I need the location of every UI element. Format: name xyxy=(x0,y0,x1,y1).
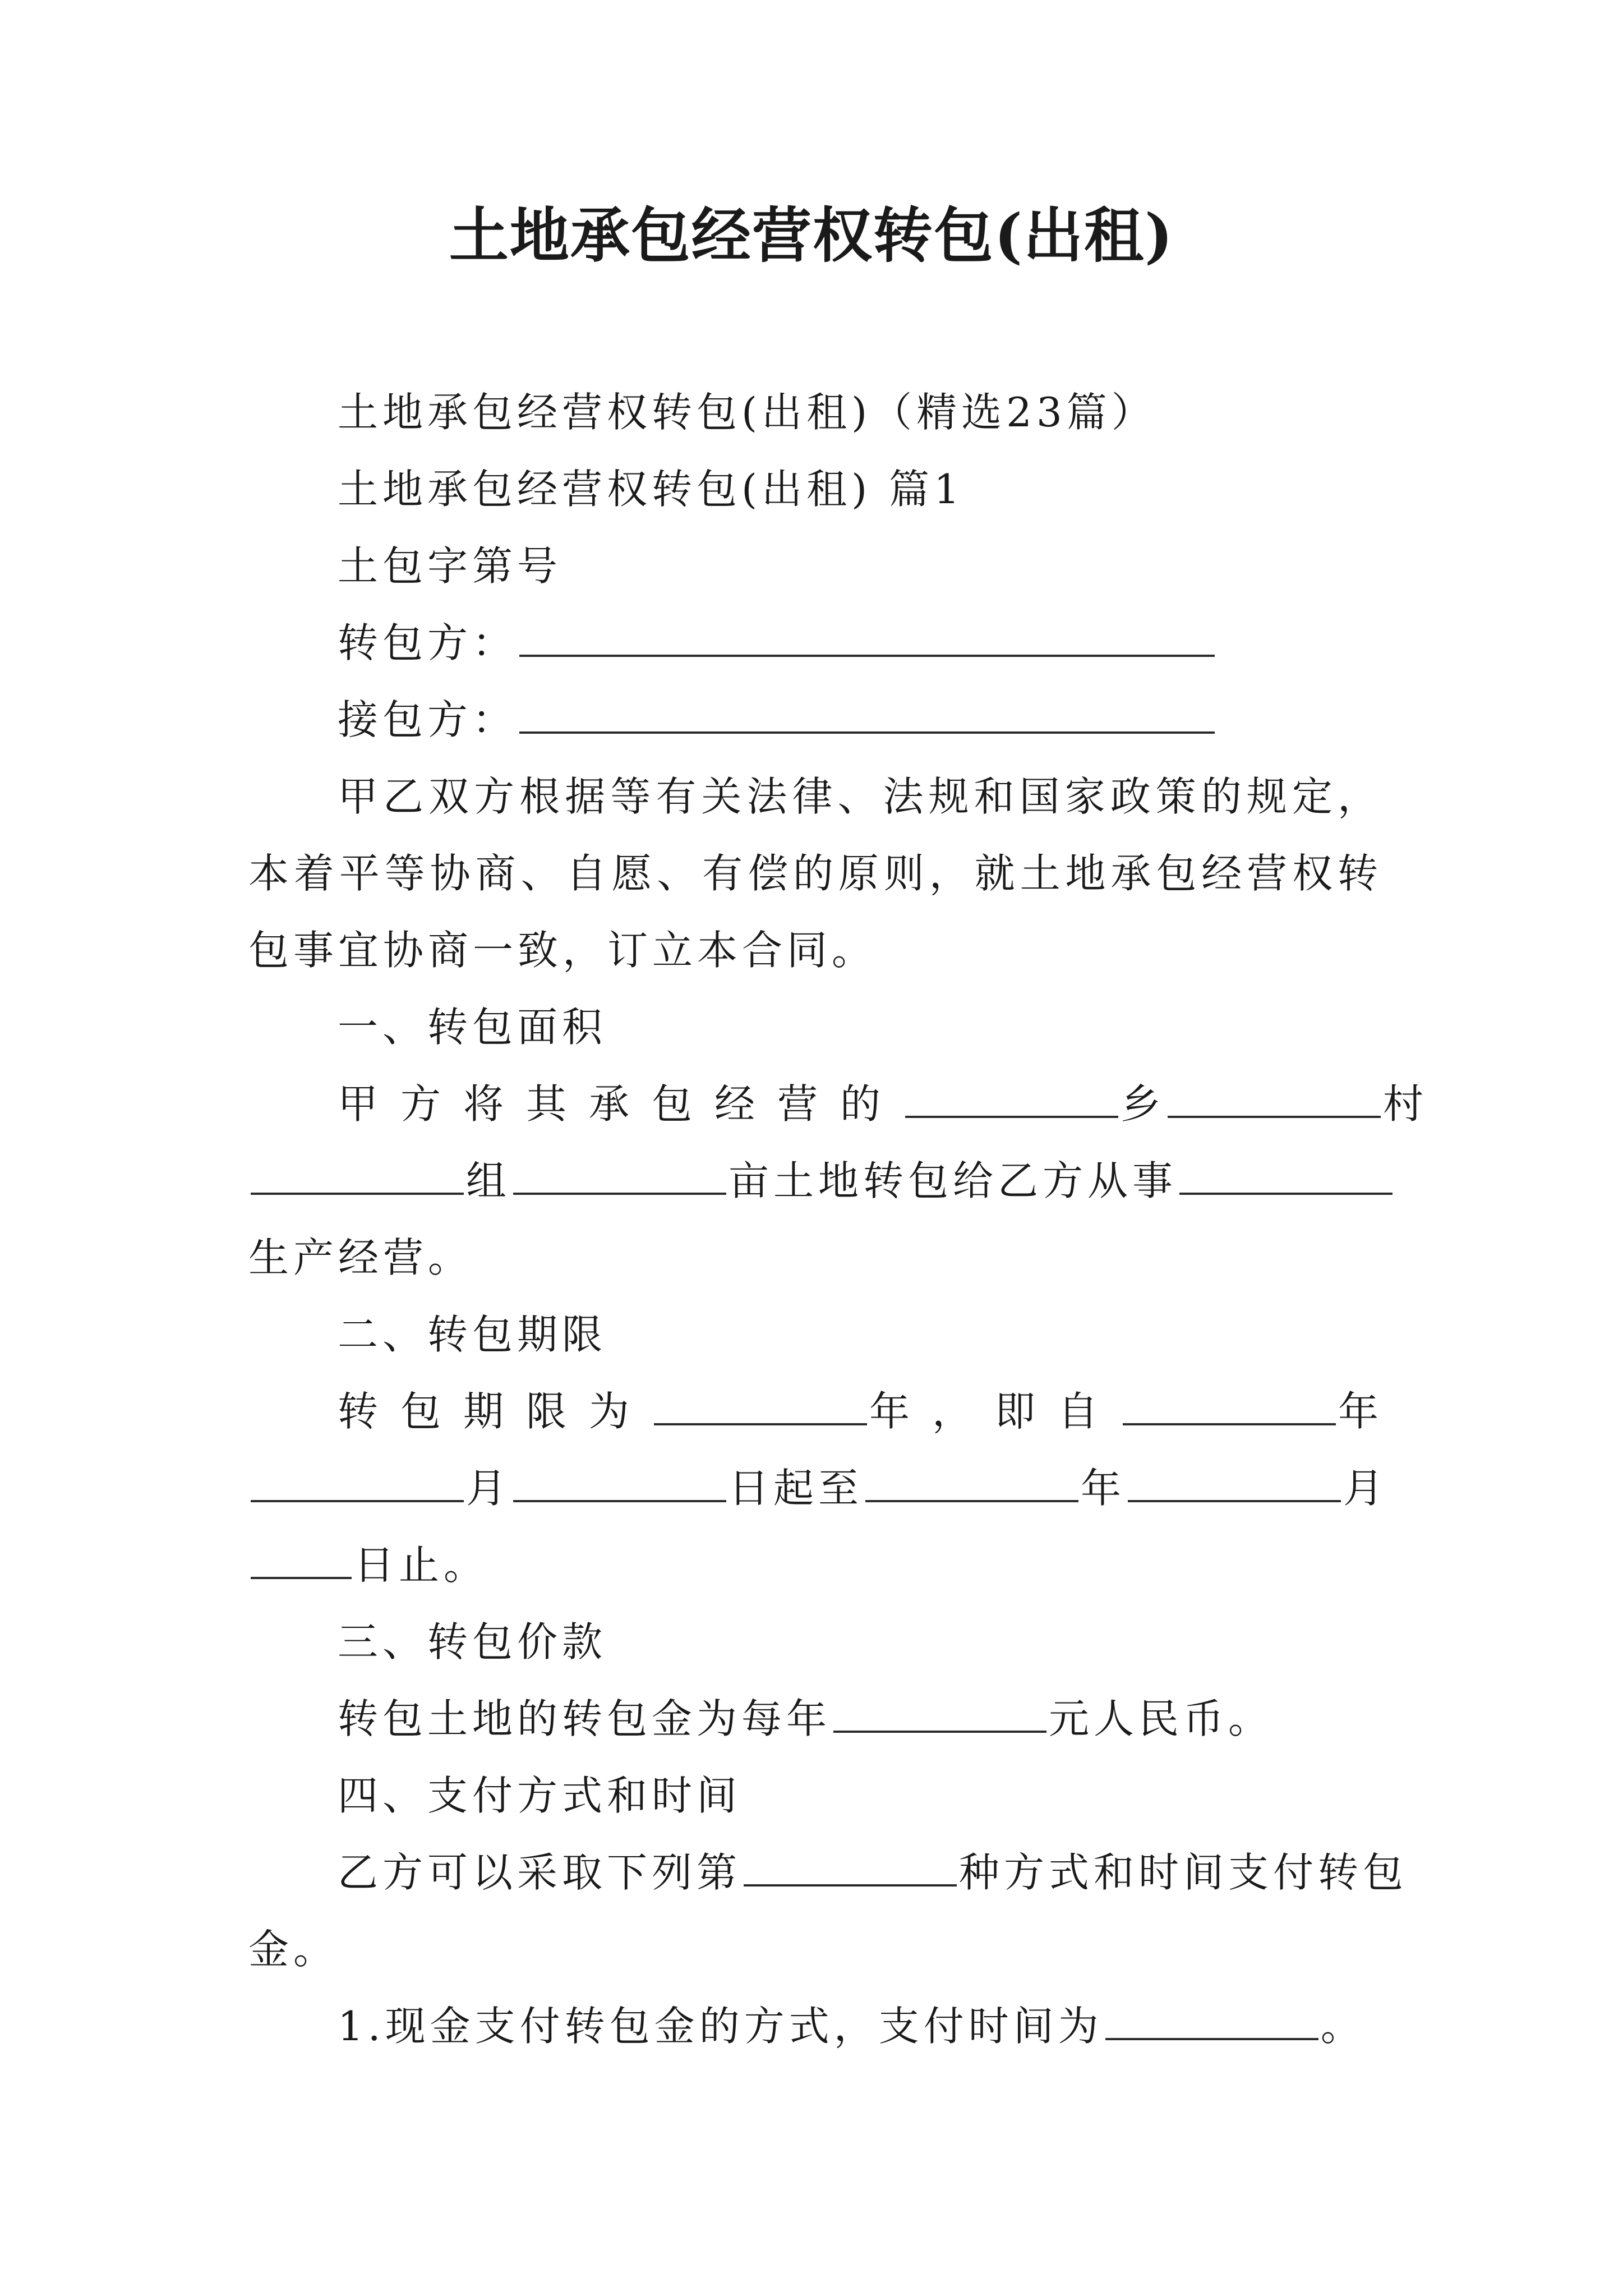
document-title: 土地承包经营权转包(出租) xyxy=(449,200,1174,270)
s2-text-d: 月 xyxy=(466,1465,511,1512)
section-4-line-1 xyxy=(248,1834,1408,1911)
term-years-blank[interactable] xyxy=(654,1389,867,1425)
section-2-heading: 二、转包期限 xyxy=(338,1311,607,1358)
start-month-blank[interactable] xyxy=(251,1466,464,1502)
village-blank[interactable] xyxy=(1168,1082,1381,1118)
doc-number-line: 土包字第号 xyxy=(338,542,562,590)
section-2-line-1 xyxy=(248,1373,1382,1450)
end-month-blank[interactable] xyxy=(1128,1466,1341,1502)
s1-text-b: 乡 xyxy=(1121,1080,1166,1128)
contractor-label: 接包方： xyxy=(338,696,518,743)
preamble-paragraph: 甲乙双方根据等有关法律、法规和国家政策的规定，本着平等协商、自愿、有偿的原则，就土地承包经营权转包事宜协商一致，订立本合同。 xyxy=(248,773,1382,974)
end-day-blank[interactable] xyxy=(251,1543,352,1579)
annual-fee-blank[interactable] xyxy=(833,1697,1046,1733)
section-1-line-3: 生产经营。 xyxy=(248,1234,473,1281)
s1-text-e: 亩土地转包给乙方从事 xyxy=(728,1157,1178,1204)
subcontractor-blank[interactable] xyxy=(519,621,1215,657)
subtitle-line: 土地承包经营权转包(出租)（精选23篇） xyxy=(338,389,1156,436)
s2-text-a: 转包期限为 xyxy=(338,1388,652,1435)
s1-text-a: 甲方将其承包经营的 xyxy=(338,1080,903,1128)
section-4-line-2: 金。 xyxy=(248,1926,339,1973)
section-1-line-2 xyxy=(248,1143,1382,1220)
section-4-item-1 xyxy=(248,1988,1382,2065)
section-3-line-1 xyxy=(248,1681,1382,1757)
s4-text-b: 种方式和时间支付转包 xyxy=(959,1849,1408,1896)
document-body xyxy=(248,374,1428,2065)
s2-text-g: 月 xyxy=(1343,1465,1389,1512)
s2-text-c: 年 xyxy=(1338,1388,1384,1435)
township-blank[interactable] xyxy=(905,1082,1118,1118)
group-blank[interactable] xyxy=(251,1159,464,1195)
section-3-heading: 三、转包价款 xyxy=(338,1618,607,1665)
contractor-blank[interactable] xyxy=(519,698,1215,734)
s1-text-c: 村 xyxy=(1383,1080,1428,1128)
s4-item1-text-a: 1.现金支付转包金的方式，支付时间为 xyxy=(338,2003,1103,2050)
start-year-blank[interactable] xyxy=(1123,1389,1336,1425)
section-2-line-2 xyxy=(248,1450,1389,1527)
payment-time-blank[interactable] xyxy=(1105,2004,1318,2040)
subcontractor-line xyxy=(248,605,1382,682)
section-1-line-1 xyxy=(248,1066,1428,1143)
s3-text-b: 元人民币。 xyxy=(1049,1695,1274,1742)
s3-text-a: 转包土地的转包金为每年 xyxy=(338,1695,832,1742)
s2-text-e: 日起至 xyxy=(728,1465,864,1512)
subcontractor-label: 转包方： xyxy=(338,619,518,666)
payment-option-blank[interactable] xyxy=(744,1851,957,1887)
section-4-heading: 四、支付方式和时间 xyxy=(338,1772,742,1819)
s2-text-h: 日止。 xyxy=(354,1542,489,1589)
chapter-heading: 土地承包经营权转包(出租) 篇1 xyxy=(338,466,964,513)
s4-item1-text-b: 。 xyxy=(1320,2003,1366,2050)
end-year-blank[interactable] xyxy=(865,1466,1078,1502)
s4-text-a: 乙方可以采取下列第 xyxy=(338,1849,742,1896)
contractor-line xyxy=(248,682,1382,758)
s2-text-b: 年，即自 xyxy=(869,1388,1121,1435)
section-2-line-3 xyxy=(248,1527,1382,1604)
s1-text-d: 组 xyxy=(466,1157,511,1204)
business-type-blank[interactable] xyxy=(1179,1159,1393,1195)
acreage-blank[interactable] xyxy=(513,1159,726,1195)
s2-text-f: 年 xyxy=(1081,1465,1126,1512)
start-day-blank[interactable] xyxy=(513,1466,726,1502)
section-1-heading: 一、转包面积 xyxy=(338,1004,607,1051)
